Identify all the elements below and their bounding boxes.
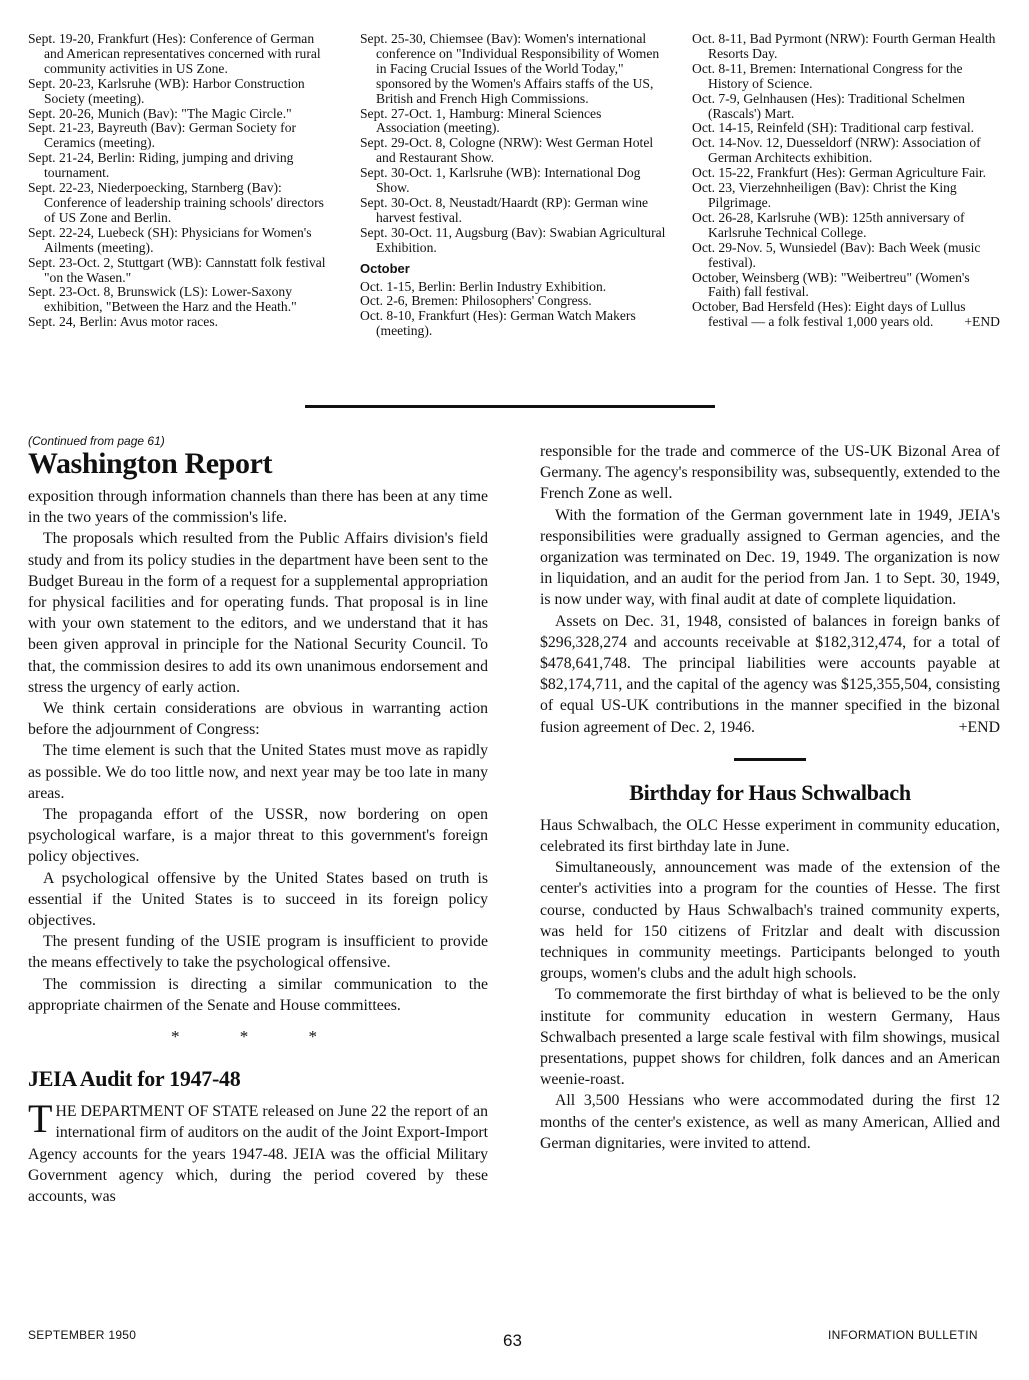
- paragraph: The present funding of the USIE program is insufficient to provide the means effectively to take the psychological offensive.: [28, 933, 488, 972]
- calendar-entry: Sept. 22-24, Luebeck (SH): Physicians for Women's Ailments (meeting).: [28, 224, 312, 255]
- calendar-entry: Oct. 2-6, Bremen: Philosophers' Congress.: [360, 293, 592, 309]
- calendar-entry: Sept. 30-Oct. 11, Augsburg (Bav): Swabian Agricultural Exhibition.: [360, 224, 666, 255]
- footer-publication: INFORMATION BULLETIN: [828, 1328, 978, 1342]
- calendar-entry: Sept. 19-20, Frankfurt (Hes): Conference of German and American representatives concerned with rural community activities in US Zone.: [28, 31, 321, 76]
- footer-date: SEPTEMBER 1950: [28, 1328, 137, 1342]
- paragraph: responsible for the trade and commerce of the US-UK Bizonal Area of Germany. The agency's responsibility was, subsequently, extended to the French Zone as well.: [540, 443, 1000, 503]
- section-stars: * * *: [171, 1027, 345, 1047]
- left-article-column: [28, 434, 488, 1207]
- end-mark: +END: [964, 314, 1000, 330]
- calendar-entry: Oct. 15-22, Frankfurt (Hes): German Agriculture Fair.: [692, 165, 987, 181]
- calendar-entry: Oct. 1-15, Berlin: Berlin Industry Exhibition.: [360, 278, 607, 294]
- calendar-entry: Oct. 29-Nov. 5, Wunsiedel (Bav): Bach Week (music festival).: [692, 239, 981, 270]
- calendar-entry: Oct. 14-15, Reinfeld (SH): Traditional carp festival.: [692, 120, 975, 136]
- calendar-entry: Sept. 23-Oct. 2, Stuttgart (WB): Cannstatt folk festival "on the Wasen.": [28, 254, 326, 285]
- calendar-entry: October, Weinsberg (WB): "Weibertreu" (Women's Faith) fall festival.: [692, 269, 970, 300]
- paragraph: We think certain considerations are obvious in warranting action before the adjournment of Congress:: [28, 700, 488, 739]
- page-number: 63: [503, 1331, 522, 1350]
- calendar-entry: Oct. 8-11, Bad Pyrmont (NRW): Fourth German Health Resorts Day.: [692, 31, 996, 61]
- calendar-entry: Sept. 30-Oct. 8, Neustadt/Haardt (RP): German wine harvest festival.: [360, 194, 649, 225]
- calendar-entry: Sept. 24, Berlin: Avus motor races.: [28, 314, 219, 330]
- calendar-entry: Oct. 23, Vierzehnheiligen (Bav): Christ the King Pilgrimage.: [692, 180, 957, 210]
- paragraph: exposition through information channels than there has been at any time in the two years of the commission's life.: [28, 488, 488, 527]
- calendar-entry: Sept. 20-23, Karlsruhe (WB): Harbor Construction Society (meeting).: [28, 75, 305, 106]
- short-divider: [734, 758, 806, 761]
- paragraph: The commission is directing a similar communication to the appropriate chairmen of the Senate and House committees.: [28, 975, 488, 1014]
- paragraph: Haus Schwalbach, the OLC Hesse experiment in community education, celebrated its first birthday late in June.: [540, 816, 1000, 856]
- section-divider: [305, 405, 715, 408]
- paragraph: To commemorate the first birthday of what is believed to be the only institute for community education in western Germany, Haus Schwalbach presented a large scale festival with film showings, musical presentations, puppet shows for children, folk dances and an American weenie-roast.: [540, 986, 1000, 1089]
- calendar-column-1: [28, 32, 334, 330]
- paragraph: With the formation of the German government late in 1949, JEIA's responsibilities were gradually assigned to German agencies, and the organization was terminated on Dec. 19, 1949. The organization is now in liquidation, and an audit for the period from Jan. 1 to Sept. 30, 1949, is now under way, with final audit at date of complete liquidation.: [540, 506, 1000, 609]
- right-article-column: [540, 441, 1000, 1154]
- calendar-entry: Sept. 27-Oct. 1, Hamburg: Mineral Sciences Association (meeting).: [360, 105, 602, 136]
- calendar-entry: Oct. 14-Nov. 12, Duesseldorf (NRW): Association of German Architects exhibition.: [692, 135, 981, 166]
- continued-note: (Continued from page 61): [28, 434, 165, 448]
- paragraph: Simultaneously, announcement was made of the extension of the center's activities into a program for the counties of Hesse. The first course, conducted by Haus Schwalbach's trained community experts, was held for 150 citizens of Fritzlar and dealt with discussion techniques in community meetings. Participants belonged to youth groups, women's clubs and the adult high schools.: [540, 859, 1000, 983]
- calendar-entry: Oct. 8-10, Frankfurt (Hes): German Watch Makers (meeting).: [360, 308, 636, 339]
- paragraph: The proposals which resulted from the Public Affairs division's field study and from its policy studies in the department have been sent to the Budget Bureau in the form of a request for a supplemental appropriation for physical facilities and for operating funds. That proposal is in line with your own statement to the editors, and we understand that it has been given approval in principle for the National Security Council. To that, the commission desires to add its own unanimous endorsement and stress the urgency of early action.: [28, 530, 488, 696]
- calendar-column-2: [360, 32, 668, 339]
- jeia-first-paragraph: THE DEPARTMENT OF STATE released on June 22 the report of an international firm of auditors on the audit of the Joint Export-Import Agency accounts for the years 1947-48. JEIA was the official Military Government agency which, during the period covered by these accounts, was: [28, 1096, 488, 1206]
- calendar-entry: Sept. 22-23, Niederpoecking, Starnberg (Bav): Conference of leadership training schools' directors of US Zone and Berlin.: [28, 180, 324, 225]
- calendar-entry: Oct. 7-9, Gelnhausen (Hes): Traditional Schelmen (Rascals') Mart.: [692, 90, 965, 121]
- end-mark: +END: [958, 718, 1000, 736]
- washington-report-title: Washington Report: [28, 447, 273, 480]
- calendar-entry: Sept. 29-Oct. 8, Cologne (NRW): West German Hotel and Restaurant Show.: [360, 135, 654, 166]
- month-heading: October: [360, 260, 410, 276]
- calendar-column-3: [692, 32, 1000, 330]
- schwalbach-title: Birthday for Haus Schwalbach: [629, 779, 911, 805]
- jeia-audit-title: JEIA Audit for 1947-48: [28, 1066, 241, 1092]
- paragraph: The propaganda effort of the USSR, now bordering on open psychological warfare, is a major threat to this government's foreign policy objectives.: [28, 806, 488, 866]
- calendar-entry: Oct. 26-28, Karlsruhe (WB): 125th anniversary of Karlsruhe Technical College.: [692, 209, 965, 240]
- paragraph: A psychological offensive by the United States based on truth is essential if the United States is to succeed in its foreign policy objectives.: [28, 869, 488, 930]
- calendar-entry: Sept. 30-Oct. 1, Karlsruhe (WB): International Dog Show.: [360, 165, 641, 196]
- calendar-entry: Oct. 8-11, Bremen: International Congress for the History of Science.: [692, 60, 963, 91]
- calendar-entry: Sept. 21-23, Bayreuth (Bav): German Society for Ceramics (meeting).: [28, 120, 297, 151]
- drop-cap: T: [28, 1096, 53, 1142]
- paragraph: All 3,500 Hessians who were accommodated during the first 12 months of the center's existence, as well as many American, Allied and German dignitaries, were invited to attend.: [540, 1092, 1000, 1152]
- calendar-entry: Sept. 25-30, Chiemsee (Bav): Women's international conference on "Individual Responsibility of Women in Facing Crucial Issues of the World Today," sponsored by the Women's Affairs staffs of the US, British and French High Commissions.: [360, 31, 660, 106]
- calendar-entry: Sept. 21-24, Berlin: Riding, jumping and driving tournament.: [28, 150, 294, 181]
- paragraph: The time element is such that the United States must move as rapidly as possible. We do too little now, and next year may be too late in many areas.: [28, 742, 488, 802]
- paragraph-last: Assets on Dec. 31, 1948, consisted of balances in foreign banks of $296,328,274 and accounts receivable at $182,312,474, for a total of $478,641,748. The principal liabilities were accounts payable at $82,174,711, and the capital of the agency was $125,355,504, consisting of equal US-UK contributions in the manner specified in the bizonal fusion agreement of Dec. 2, 1946. +END: [540, 611, 1000, 738]
- calendar-entry: Sept. 23-Oct. 8, Brunswick (LS): Lower-Saxony exhibition, "Between the Harz and the Heath.": [28, 284, 297, 315]
- calendar-entry: Sept. 20-26, Munich (Bav): "The Magic Circle.": [28, 105, 292, 121]
- calendar-entry-last: October, Bad Hersfeld (Hes): Eight days of Lullus festival — a folk festival 1,000 years old. +END: [692, 299, 1000, 330]
